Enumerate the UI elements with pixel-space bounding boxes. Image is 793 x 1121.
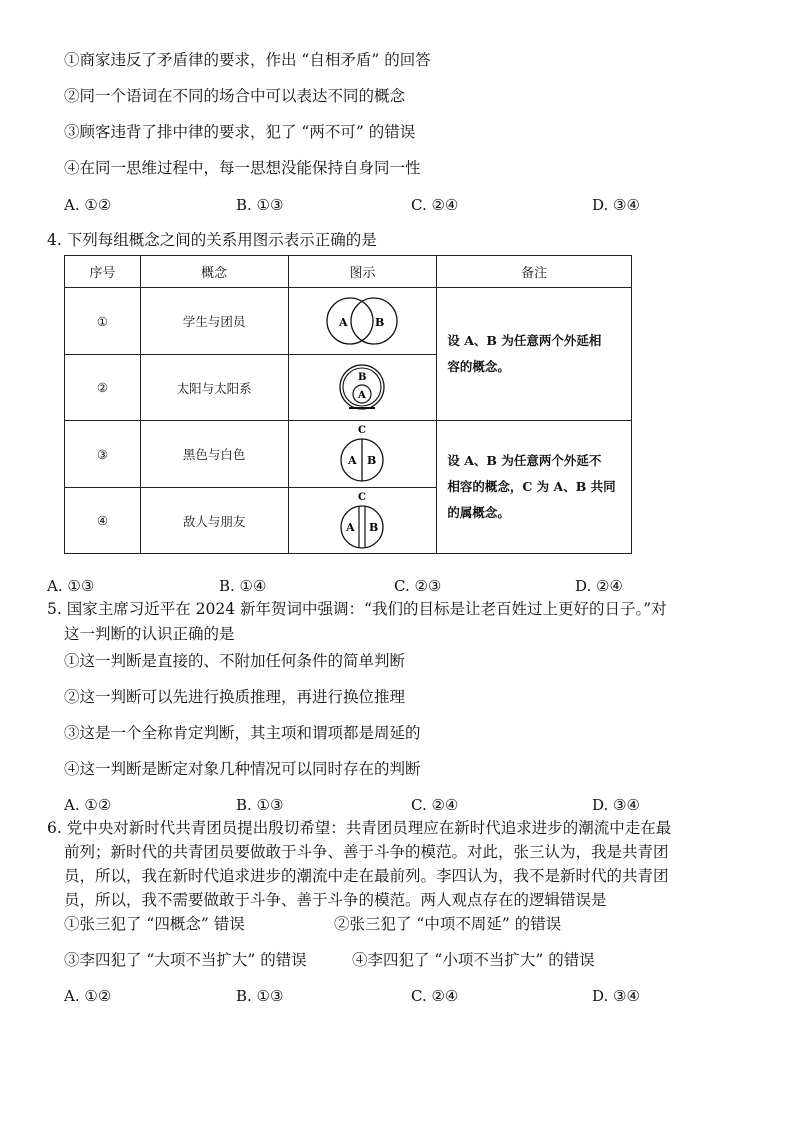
q3-option-a: A. ①② (64, 196, 112, 214)
note-incompatible: 设 A、B 为任意两个外延不 相容的概念，C 为 A、B 共同 的属概念。 (437, 421, 632, 554)
q4-option-b: B. ①④ (219, 577, 267, 595)
row-number: ③ (65, 421, 141, 488)
q5-item-1: ①这一判断是直接的、不附加任何条件的简单判断 (64, 652, 406, 670)
q5-option-c: C. ②④ (411, 796, 459, 814)
q5-item-2: ②这一判断可以先进行换质推理，再进行换位推理 (64, 688, 406, 706)
table-row (65, 288, 632, 355)
diagram-split-circle (288, 421, 437, 488)
q6-option-b: B. ①③ (236, 987, 284, 1005)
q6-item-3: ③李四犯了 “大项不当扩大” 的错误 (64, 951, 307, 969)
q6-item-1: ①张三犯了 “四概念” 错误 (64, 915, 245, 933)
diagram-split-circle-gap (288, 488, 437, 554)
q3-item-2: ②同一个语词在不同的场合中可以表达不同的概念 (64, 87, 406, 105)
label-c: C (358, 491, 367, 503)
note-compatible: 设 A、B 为任意两个外延相 容的概念。 (437, 288, 632, 421)
q6-item-4: ④李四犯了 “小项不当扩大” 的错误 (352, 951, 595, 969)
q6-stem-line-3: 员，所以，我在新时代追求进步的潮流中走在最前列。李四认为，我不是新时代的共青团 (64, 867, 669, 885)
row-concept: 敌人与朋友 (140, 488, 288, 554)
table-header-row (65, 256, 632, 288)
label-b: B (367, 454, 377, 467)
q5-option-b: B. ①③ (236, 796, 284, 814)
q3-item-1: ①商家违反了矛盾律的要求，作出 “自相矛盾” 的回答 (64, 51, 431, 69)
label-a: A (358, 389, 367, 401)
diagram-nested-circles (288, 355, 437, 421)
label-b: B (369, 520, 379, 534)
concept-relation-table (64, 255, 632, 554)
q5-stem-line-2: 这一判断的认识正确的是 (64, 625, 235, 643)
q5-item-4: ④这一判断是断定对象几种情况可以同时存在的判断 (64, 760, 421, 778)
row-number: ④ (65, 488, 141, 554)
table-row (65, 421, 632, 488)
q4-stem: 4. 下列每组概念之间的关系用图示表示正确的是 (47, 231, 377, 249)
q6-stem-line-2: 前列；新时代的共青团员要做敢于斗争、善于斗争的模范。对此，张三认为，我是共青团 (64, 843, 669, 861)
row-concept: 太阳与太阳系 (140, 355, 288, 421)
header-diagram: 图示 (288, 256, 437, 288)
q5-item-3: ③这是一个全称肯定判断，其主项和谓项都是周延的 (64, 724, 421, 742)
header-note: 备注 (437, 256, 632, 288)
header-concept: 概念 (140, 256, 288, 288)
q6-stem-line-4: 员，所以，我不需要做敢于斗争、善于斗争的模范。两人观点存在的逻辑错误是 (64, 891, 607, 909)
q4-option-a: A. ①③ (47, 577, 95, 595)
q3-item-3: ③顾客违背了排中律的要求，犯了 “两不可” 的错误 (64, 123, 416, 141)
row-concept: 黑色与白色 (140, 421, 288, 488)
label-a: A (339, 316, 348, 329)
q3-option-b: B. ①③ (236, 196, 284, 214)
label-b: B (375, 316, 385, 329)
row-number: ① (65, 288, 141, 355)
q5-stem-line-1: 5. 国家主席习近平在 2024 新年贺词中强调：“我们的目标是让老百姓过上更好的日子。”对 (47, 600, 667, 618)
q6-stem-line-1: 6. 党中央对新时代共青团员提出殷切希望：共青团员理应在新时代追求进步的潮流中走在最 (47, 819, 672, 837)
q6-option-a: A. ①② (64, 987, 112, 1005)
q3-option-d: D. ③④ (592, 196, 640, 214)
q4-option-d: D. ②④ (575, 577, 623, 595)
q5-option-d: D. ③④ (592, 796, 640, 814)
label-b: B (358, 371, 367, 383)
q6-item-2: ②张三犯了 “中项不周延” 的错误 (334, 915, 562, 933)
row-concept: 学生与团员 (140, 288, 288, 355)
q6-option-d: D. ③④ (592, 987, 640, 1005)
q3-item-4: ④在同一思维过程中，每一思想没能保持自身同一性 (64, 159, 421, 177)
q4-option-c: C. ②③ (394, 577, 442, 595)
label-a: A (346, 520, 355, 534)
row-number: ② (65, 355, 141, 421)
diagram-overlapping-circles (288, 288, 437, 355)
label-a: A (348, 454, 357, 467)
header-number: 序号 (65, 256, 141, 288)
q5-option-a: A. ①② (64, 796, 112, 814)
q3-option-c: C. ②④ (411, 196, 459, 214)
q6-option-c: C. ②④ (411, 987, 459, 1005)
label-c: C (358, 425, 367, 436)
